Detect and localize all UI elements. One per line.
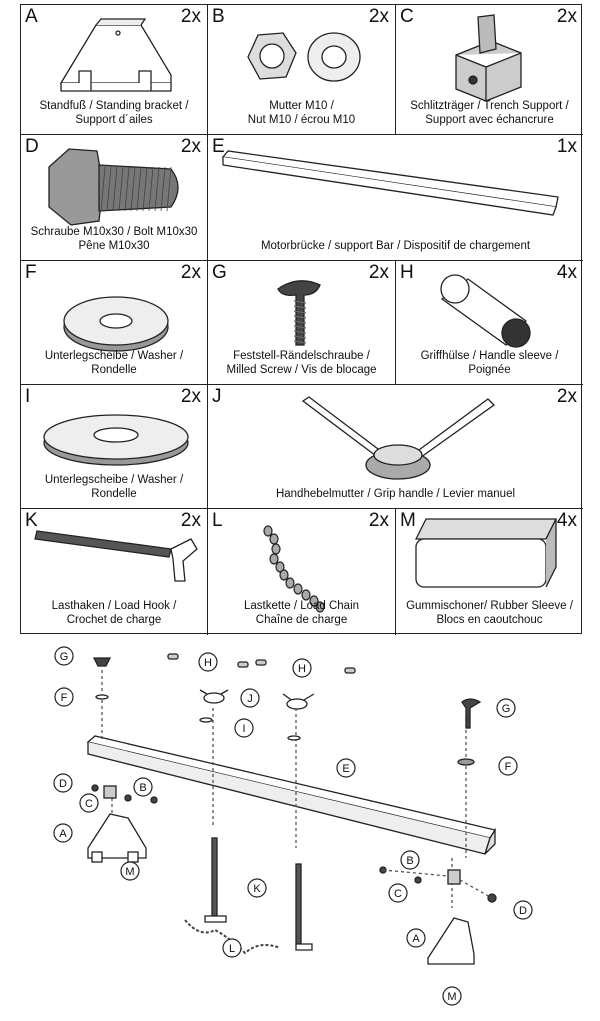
- part-caption-line: Crochet de charge: [66, 614, 162, 626]
- callout-m: [443, 987, 461, 1005]
- part-caption: [21, 349, 207, 377]
- parts-grid: [20, 4, 582, 634]
- callout-a: [54, 824, 72, 842]
- part-letter: C: [400, 6, 414, 27]
- part-caption: [21, 473, 207, 501]
- callout-c: [389, 884, 407, 902]
- part-letter: H: [400, 262, 414, 283]
- part-letter: K: [25, 510, 38, 531]
- part-cell-c: [396, 5, 583, 135]
- svg-text:C: C: [85, 798, 93, 810]
- svg-text:K: K: [253, 883, 261, 895]
- svg-text:C: C: [394, 888, 402, 900]
- part-caption-line: Unterlegscheibe / Washer /: [44, 474, 184, 486]
- part-caption-line: Rondelle: [91, 488, 137, 500]
- part-caption: [208, 487, 583, 501]
- part-caption-line: Motorbrücke / support Bar / Dispositif de chargement: [260, 240, 531, 252]
- callout-e: [337, 759, 355, 777]
- callout-g: [55, 647, 73, 665]
- part-letter: A: [25, 6, 38, 27]
- part-cell-i: [21, 385, 208, 509]
- svg-text:E: E: [342, 763, 350, 775]
- part-quantity: 2x: [180, 136, 201, 157]
- assembly-drawing: [88, 654, 496, 964]
- part-cell-k: [21, 509, 208, 635]
- part-caption: [396, 99, 583, 127]
- assembly-diagram: [0, 638, 600, 1021]
- svg-text:M: M: [125, 866, 135, 878]
- callout-d: [54, 774, 72, 792]
- part-caption-line: Standfuß / Standing bracket /: [39, 100, 189, 112]
- callout-k: [248, 879, 266, 897]
- part-letter: D: [25, 136, 39, 157]
- part-letter: L: [212, 510, 223, 531]
- part-caption: [396, 599, 583, 627]
- callout-f: [499, 757, 517, 775]
- callout-i: [235, 719, 253, 737]
- part-caption-line: Pêne M10x30: [78, 240, 150, 252]
- part-cell-m: [396, 509, 583, 635]
- part-cell-l: [208, 509, 396, 635]
- part-quantity: 4x: [556, 262, 577, 283]
- part-letter: F: [25, 262, 37, 283]
- part-quantity: 1x: [556, 136, 577, 157]
- part-cell-h: [396, 261, 583, 385]
- svg-text:B: B: [406, 855, 414, 867]
- part-quantity: 2x: [180, 510, 201, 531]
- part-caption: [208, 239, 583, 253]
- part-caption-line: Nut M10 / écrou M10: [247, 114, 356, 126]
- part-cell-d: [21, 135, 208, 261]
- svg-text:L: L: [228, 943, 236, 955]
- svg-text:G: G: [59, 651, 69, 663]
- part-caption-line: Support d´ailes: [75, 114, 153, 126]
- svg-text:J: J: [247, 693, 253, 705]
- part-caption-line: Support avec échancrure: [425, 114, 554, 126]
- part-letter: B: [212, 6, 225, 27]
- part-quantity: 2x: [556, 386, 577, 407]
- part-cell-a: [21, 5, 208, 135]
- svg-text:A: A: [59, 828, 67, 840]
- part-caption-line: Handhebelmutter / Grip handle / Levier manuel: [275, 488, 516, 500]
- part-caption-line: Schraube M10x30 / Bolt M10x30: [30, 226, 198, 238]
- callout-c: [80, 794, 98, 812]
- svg-text:I: I: [242, 723, 246, 735]
- callout-b: [134, 778, 152, 796]
- part-quantity: 2x: [180, 6, 201, 27]
- svg-text:H: H: [298, 663, 306, 675]
- part-caption-line: Lastkette / Load Chain: [243, 600, 360, 612]
- svg-text:F: F: [504, 761, 512, 773]
- part-caption-line: Blocs en caoutchouc: [436, 614, 543, 626]
- part-caption-line: Rondelle: [91, 364, 137, 376]
- callout-g: [497, 699, 515, 717]
- part-quantity: 2x: [180, 386, 201, 407]
- part-letter: G: [212, 262, 227, 283]
- part-quantity: 4x: [556, 510, 577, 531]
- part-cell-j: [208, 385, 583, 509]
- part-caption-line: Gummischoner/ Rubber Sleeve /: [406, 600, 573, 612]
- part-quantity: 2x: [368, 262, 389, 283]
- part-caption-line: Mutter M10 /: [269, 100, 334, 112]
- part-caption-line: Chaîne de charge: [255, 614, 348, 626]
- svg-text:H: H: [204, 657, 212, 669]
- callout-d: [514, 901, 532, 919]
- callout-l: [223, 939, 241, 957]
- part-caption: [21, 599, 207, 627]
- part-cell-b: [208, 5, 396, 135]
- callout-a: [407, 929, 425, 947]
- part-letter: I: [25, 386, 31, 407]
- part-cell-f: [21, 261, 208, 385]
- part-quantity: 2x: [556, 6, 577, 27]
- part-quantity: 2x: [368, 510, 389, 531]
- svg-text:F: F: [60, 692, 68, 704]
- svg-text:G: G: [501, 703, 511, 715]
- callout-f: [55, 688, 73, 706]
- part-quantity: 2x: [368, 6, 389, 27]
- part-letter: M: [400, 510, 416, 531]
- callout-h: [293, 659, 311, 677]
- part-caption-line: Griffhülse / Handle sleeve /: [420, 350, 559, 362]
- part-caption: [21, 225, 207, 253]
- part-caption-line: Poignée: [468, 364, 511, 376]
- svg-text:D: D: [59, 778, 67, 790]
- part-caption-line: Unterlegscheibe / Washer /: [44, 350, 184, 362]
- svg-text:M: M: [447, 991, 457, 1003]
- svg-text:D: D: [519, 905, 527, 917]
- part-caption: [208, 599, 395, 627]
- part-letter: J: [212, 386, 222, 407]
- callout-h: [199, 653, 217, 671]
- part-caption: [208, 99, 395, 127]
- part-caption: [396, 349, 583, 377]
- part-caption-line: Lasthaken / Load Hook /: [51, 600, 177, 612]
- part-caption: [208, 349, 395, 377]
- part-letter: E: [212, 136, 225, 157]
- svg-text:B: B: [139, 782, 147, 794]
- callout-b: [401, 851, 419, 869]
- part-caption-line: Schlitzträger / Trench Support /: [410, 100, 569, 112]
- part-cell-g: [208, 261, 396, 385]
- callout-m: [121, 862, 139, 880]
- part-quantity: 2x: [180, 262, 201, 283]
- svg-text:A: A: [412, 933, 420, 945]
- part-caption-line: Milled Screw / Vis de blocage: [226, 364, 377, 376]
- part-caption-line: Feststell-Rändelschraube /: [233, 350, 370, 362]
- part-caption: [21, 99, 207, 127]
- callout-j: [241, 689, 259, 707]
- part-cell-e: [208, 135, 583, 261]
